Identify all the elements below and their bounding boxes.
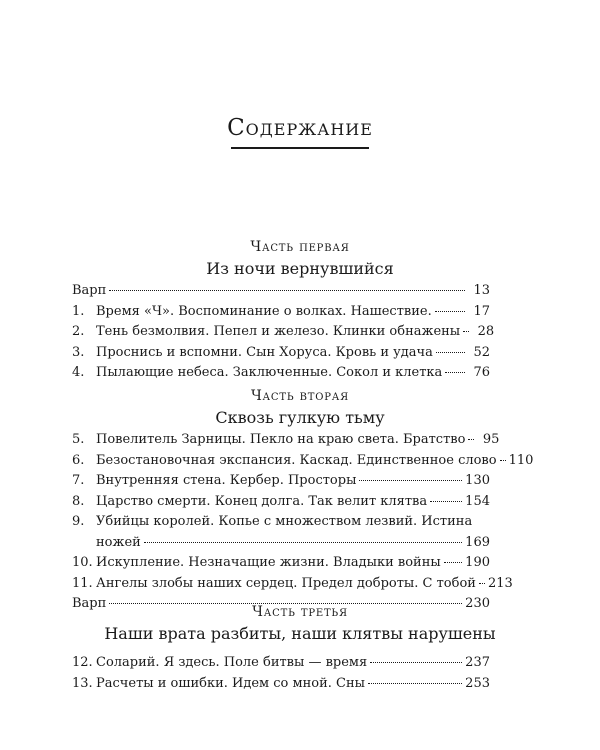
entry-title: Искупление. Незначащие жизни. Владыки войны xyxy=(96,555,441,570)
toc-entry[interactable] xyxy=(72,451,534,472)
dot-leader xyxy=(445,372,465,373)
toc-entry[interactable] xyxy=(72,430,500,451)
page-number: 253 xyxy=(465,675,490,691)
entry-title: Соларий. Я здесь. Поле битвы — время xyxy=(96,655,368,670)
part-header xyxy=(0,387,600,429)
toc-entry[interactable] xyxy=(72,281,490,302)
toc-list-part-1 xyxy=(72,281,495,384)
part-header xyxy=(0,603,600,645)
chapter-number: 2. xyxy=(72,324,85,339)
entry-title: Тень безмолвия. Пепел и железо. Клинки обнажены xyxy=(96,324,461,339)
page-number: 52 xyxy=(473,344,490,360)
entry-title: Время «Ч». Воспоминание о волках. Нашествие. xyxy=(96,303,432,319)
toc-entry[interactable] xyxy=(72,653,490,674)
dot-leader xyxy=(430,501,462,502)
toc-entry[interactable] xyxy=(72,363,490,384)
entry-title: Варп xyxy=(72,283,107,298)
dot-leader xyxy=(435,311,465,312)
entry-title: Ангелы злобы наших сердец. Предел доброты. С тобой xyxy=(96,575,476,591)
toc-entry[interactable] xyxy=(72,302,490,323)
entry-title: Безостановочная экспансия. Каскад. Единственное слово xyxy=(96,452,497,468)
chapter-number: 4. xyxy=(72,365,85,380)
toc-entry[interactable] xyxy=(72,674,490,695)
part-title: Сквозь гулкую тьму xyxy=(215,408,385,427)
toc-entry[interactable] xyxy=(72,574,513,595)
toc-entry[interactable] xyxy=(72,471,490,492)
part-label: Часть первая xyxy=(250,239,350,255)
dot-leader xyxy=(444,562,462,563)
dot-leader xyxy=(144,542,462,543)
part-label: Часть вторая xyxy=(250,388,350,404)
part-title: Из ночи вернувшийся xyxy=(206,259,394,278)
entry-title: Пылающие небеса. Заключенные. Сокол и клетка xyxy=(96,365,443,380)
toc-entry[interactable] xyxy=(72,343,490,364)
toc-entry[interactable] xyxy=(72,553,490,574)
chapter-number: 1. xyxy=(72,303,85,319)
page-number: 28 xyxy=(477,324,495,339)
toc-list-part-3 xyxy=(72,653,490,694)
entry-title: Проснись и вспомни. Сын Хоруса. Кровь и удача xyxy=(96,344,433,360)
chapter-number: 3. xyxy=(72,344,85,360)
toc-entry[interactable] xyxy=(72,492,490,513)
page-number: 237 xyxy=(465,655,490,670)
entry-title: Повелитель Зарницы. Пекло на краю света. Братство xyxy=(96,432,466,447)
entry-title: Варп xyxy=(72,596,107,611)
dot-leader xyxy=(109,290,465,291)
part-header xyxy=(0,238,600,280)
chapter-number: 11. xyxy=(72,575,93,591)
toc-entry[interactable] xyxy=(72,322,495,343)
chapter-number: 10. xyxy=(72,555,93,570)
page-number: 213 xyxy=(487,575,513,591)
dot-leader xyxy=(370,662,462,663)
page-number: 95 xyxy=(482,432,500,447)
dot-leader xyxy=(500,460,506,461)
part-title: Наши врата разбиты, наши клятвы нарушены xyxy=(104,624,496,643)
chapter-number: 13. xyxy=(72,675,93,691)
page-number: 130 xyxy=(465,473,490,488)
entry-title: Внутренняя стена. Кербер. Просторы xyxy=(96,473,357,488)
toc-list-part-2 xyxy=(72,430,534,615)
dot-leader xyxy=(468,439,474,440)
chapter-number: 12. xyxy=(72,655,93,670)
page-title: Содержание xyxy=(227,115,373,141)
page-number: 110 xyxy=(508,452,534,468)
chapter-number: 8. xyxy=(72,493,85,509)
page-number: 169 xyxy=(465,534,490,550)
part-label: Часть третья xyxy=(252,604,348,620)
toc-entry[interactable] xyxy=(72,512,490,553)
chapter-number: 7. xyxy=(72,473,85,488)
chapter-number: 9. xyxy=(72,514,85,529)
dot-leader xyxy=(368,683,462,684)
chapter-number: 5. xyxy=(72,432,85,447)
dot-leader xyxy=(463,331,469,332)
page-number: 13 xyxy=(473,283,490,298)
title-underline xyxy=(231,147,369,149)
page-number: 76 xyxy=(473,365,490,380)
entry-title-continued: ножей xyxy=(96,534,141,550)
page-number: 154 xyxy=(465,493,490,509)
chapter-number: 6. xyxy=(72,452,85,468)
entry-title: Убийцы королей. Копье с множеством лезвий. Истина xyxy=(96,514,473,529)
dot-leader xyxy=(479,583,485,584)
dot-leader xyxy=(436,352,465,353)
entry-title: Царство смерти. Конец долга. Так велит клятва xyxy=(96,493,428,509)
page-number: 230 xyxy=(465,596,490,611)
entry-title: Расчеты и ошибки. Идем со мной. Сны xyxy=(96,675,366,691)
page-number: 17 xyxy=(473,303,490,319)
page-number: 190 xyxy=(465,555,490,570)
dot-leader xyxy=(359,480,462,481)
